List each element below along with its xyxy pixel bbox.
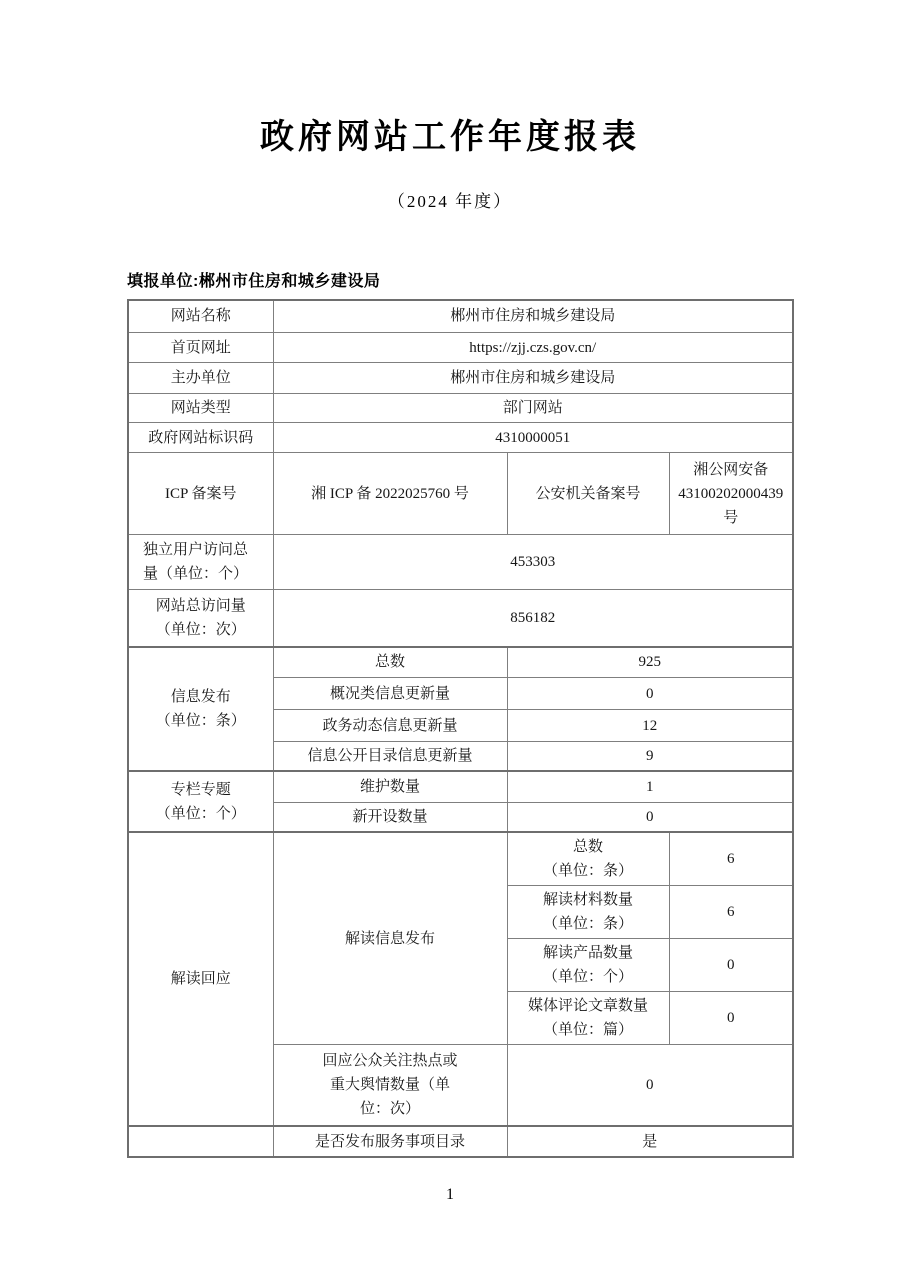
- info-publish-group-label: [128, 647, 273, 772]
- total-visits-value: 856182: [273, 590, 793, 647]
- table-row: [128, 832, 793, 886]
- media-comment-label: [507, 992, 669, 1045]
- interpretation-total-unit-text: （单位：条）: [542, 863, 633, 879]
- table-row: [128, 363, 793, 394]
- disclosure-update-value: 9: [507, 742, 793, 772]
- interpretation-publish-label: 解读信息发布: [273, 832, 507, 1045]
- special-columns-group-label: [128, 771, 273, 832]
- media-comment-value: 0: [669, 992, 793, 1045]
- service-catalog-label: 是否发布服务事项目录: [273, 1126, 507, 1157]
- interpretation-material-unit-text: （单位：条）: [542, 916, 633, 932]
- unique-visitors-label: 独立用户访问总量（单位：个）: [128, 535, 273, 590]
- table-row: [128, 535, 793, 590]
- info-publish-unit-text: （单位：条）: [155, 712, 246, 729]
- table-row: [128, 300, 793, 333]
- media-comment-label-text: 媒体评论文章数量: [527, 998, 648, 1014]
- info-publish-total-label: 总数: [273, 647, 507, 678]
- total-visits-label: [128, 590, 273, 647]
- interpretation-total-label-text: 总数: [572, 839, 603, 855]
- interpretation-material-value: 6: [669, 886, 793, 939]
- table-row: [128, 333, 793, 363]
- table-row: [128, 394, 793, 423]
- maintained-count-label: 维护数量: [273, 771, 507, 802]
- interpretation-material-label: [507, 886, 669, 939]
- icp-label: ICP 备案号: [128, 453, 273, 535]
- info-publish-label-text: 信息发布: [170, 688, 231, 705]
- special-columns-label-text: 专栏专题: [170, 781, 231, 798]
- table-row: [128, 771, 793, 802]
- interpretation-product-label-text: 解读产品数量: [542, 945, 633, 961]
- hotspot-response-value: 0: [507, 1045, 793, 1127]
- police-record-value: 湘公网安备 43100202000439 号: [669, 453, 793, 535]
- new-count-label: 新开设数量: [273, 802, 507, 832]
- page-title: 政府网站工作年度报表: [260, 118, 640, 156]
- page-subtitle: （2024 年度）: [387, 191, 513, 211]
- table-row: [128, 453, 793, 535]
- page-number: 1: [446, 1186, 454, 1203]
- special-columns-unit-text: （单位：个）: [155, 805, 246, 822]
- site-type-label: 网站类型: [128, 394, 273, 423]
- overview-update-label: 概况类信息更新量: [273, 678, 507, 710]
- table-row: [128, 1126, 793, 1157]
- interpretation-product-label: [507, 939, 669, 992]
- gov-news-update-value: 12: [507, 710, 793, 742]
- empty-cell: [128, 1126, 273, 1157]
- gov-news-update-label: 政务动态信息更新量: [273, 710, 507, 742]
- table-row: [128, 423, 793, 453]
- unique-visitors-value: 453303: [273, 535, 793, 590]
- hotspot-response-label: 回应公众关注热点或重大舆情数量（单位：次）: [273, 1045, 507, 1127]
- table-row: [128, 590, 793, 647]
- site-name-label: 网站名称: [128, 300, 273, 333]
- total-visits-unit-text: （单位：次）: [155, 621, 246, 638]
- interpretation-product-unit-text: （单位：个）: [542, 969, 633, 985]
- new-count-value: 0: [507, 802, 793, 832]
- report-table: [127, 299, 794, 1159]
- organizer-label: 主办单位: [128, 363, 273, 394]
- site-code-value: 4310000051: [273, 423, 793, 453]
- interpretation-total-label: [507, 832, 669, 886]
- homepage-url-value: https://zjj.czs.gov.cn/: [273, 333, 793, 363]
- police-record-label: 公安机关备案号: [507, 453, 669, 535]
- site-type-value: 部门网站: [273, 394, 793, 423]
- reporting-unit: 填报单位:郴州市住房和城乡建设局: [127, 272, 381, 290]
- interpretation-total-value: 6: [669, 832, 793, 886]
- interpretation-material-label-text: 解读材料数量: [542, 892, 633, 908]
- interpretation-product-value: 0: [669, 939, 793, 992]
- disclosure-update-label: 信息公开目录信息更新量: [273, 742, 507, 772]
- table-row: [128, 647, 793, 678]
- interpretation-group-label: 解读回应: [128, 832, 273, 1126]
- media-comment-unit-text: （单位：篇）: [542, 1022, 633, 1038]
- maintained-count-value: 1: [507, 771, 793, 802]
- service-catalog-value: 是: [507, 1126, 793, 1157]
- info-publish-total-value: 925: [507, 647, 793, 678]
- site-code-label: 政府网站标识码: [128, 423, 273, 453]
- total-visits-label-text: 网站总访问量: [155, 597, 246, 614]
- site-name-value: 郴州市住房和城乡建设局: [273, 300, 793, 333]
- icp-value: 湘 ICP 备 2022025760 号: [273, 453, 507, 535]
- organizer-value: 郴州市住房和城乡建设局: [273, 363, 793, 394]
- overview-update-value: 0: [507, 678, 793, 710]
- homepage-url-label: 首页网址: [128, 333, 273, 363]
